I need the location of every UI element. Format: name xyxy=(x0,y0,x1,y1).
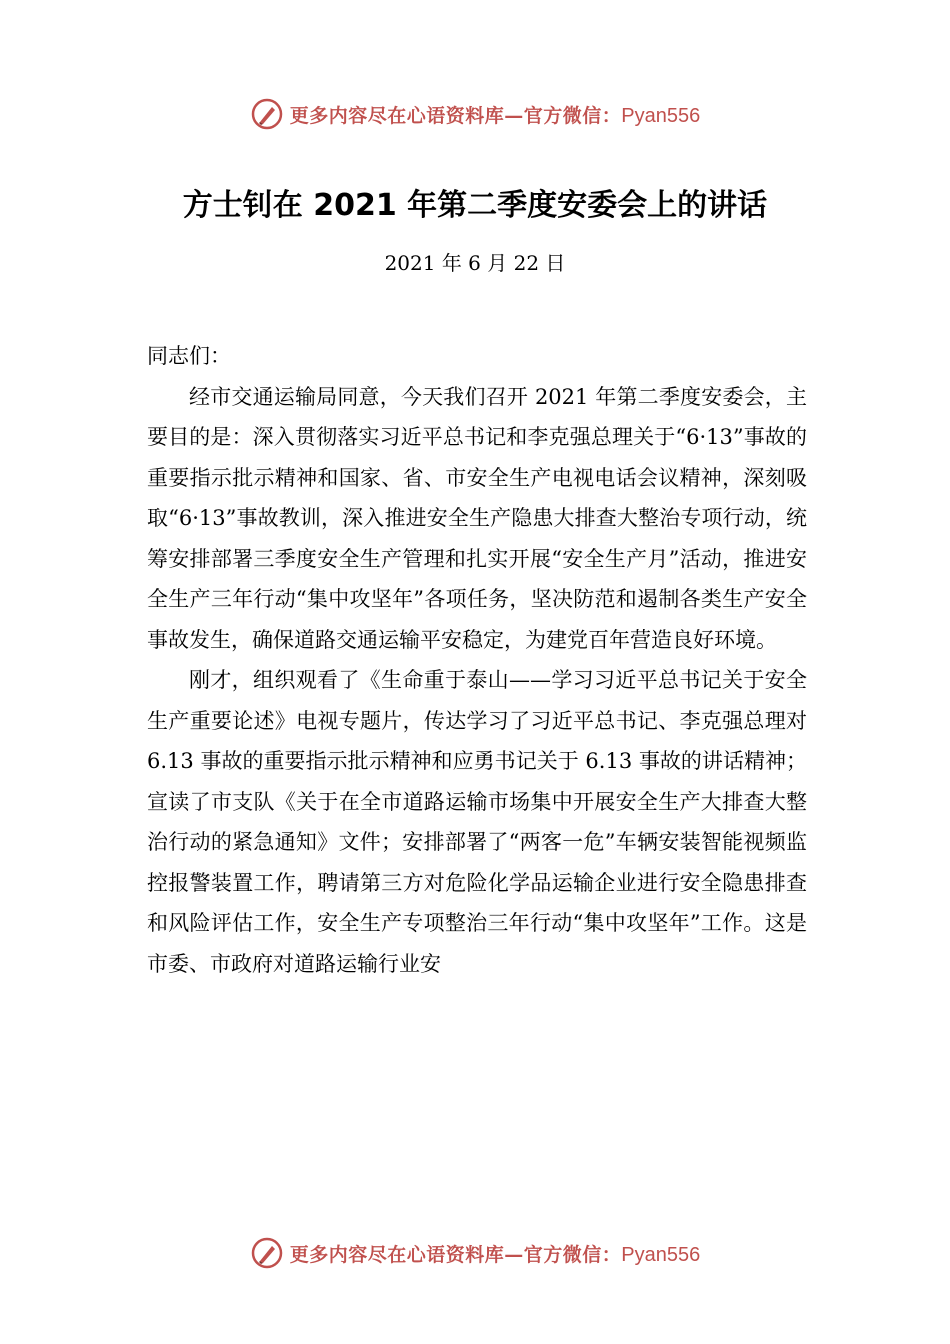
document-date: 2021 年 6 月 22 日 xyxy=(384,251,566,275)
watermark-label: 更多内容尽在心语资料库—官方微信： xyxy=(289,1243,622,1266)
document-title: 方士钊在 2021 年第二季度安委会上的讲话 xyxy=(182,188,768,223)
pen-logo-icon xyxy=(250,1236,284,1270)
body-paragraph: 经市交通运输局同意，今天我们召开 2021 年第二季度安委会，主要目的是：深入贯彻落实习近平总书记和李克强总理关于“6·13”事故的重要指示批示精神和国家、省、市安全生产电视电话会议精神，深刻吸取“6·13”事故教训，深入推进安全生产隐患大排查大整治专项行动，统筹安排部署三季度安全生产管理和扎实开展“安全生产月”活动，推进安全生产三年行动“集中攻坚年”各项任务，坚决防范和遏制各类生产安全事故发生，确保道路交通运输平安稳定，为建党百年营造良好环境。 xyxy=(147,384,807,652)
body-paragraph: 刚才，组织观看了《生命重于泰山——学习习近平总书记关于安全生产重要论述》电视专题片，传达学习了习近平总书记、李克强总理对 6.13 事故的重要指示批示精神和应勇书记关于 6.13 事故的讲话精神；宣读了市支队《关于在全市道路运输市场集中开展安全生产大排查大整治行动的紧急通知》文件；安排部署了“两客一危”车辆安装智能视频监控报警装置工作，聘请第三方对危险化学品运输企业进行安全隐患排查和风险评估工作，安全生产专项整治三年行动“集中攻坚年”工作。这是市委、市政府对道路运输行业安 xyxy=(147,668,807,976)
watermark-text xyxy=(290,101,700,128)
watermark-label: 更多内容尽在心语资料库—官方微信： xyxy=(289,104,622,127)
watermark-wechat-id: Pyan556 xyxy=(621,1243,701,1266)
pen-logo-icon xyxy=(250,97,284,131)
watermark-wechat-id: Pyan556 xyxy=(621,104,701,127)
watermark-footer xyxy=(0,1233,950,1273)
watermark-text xyxy=(290,1240,700,1267)
document-body xyxy=(147,336,807,984)
salutation: 同志们： xyxy=(147,344,231,368)
watermark-header xyxy=(0,94,950,134)
